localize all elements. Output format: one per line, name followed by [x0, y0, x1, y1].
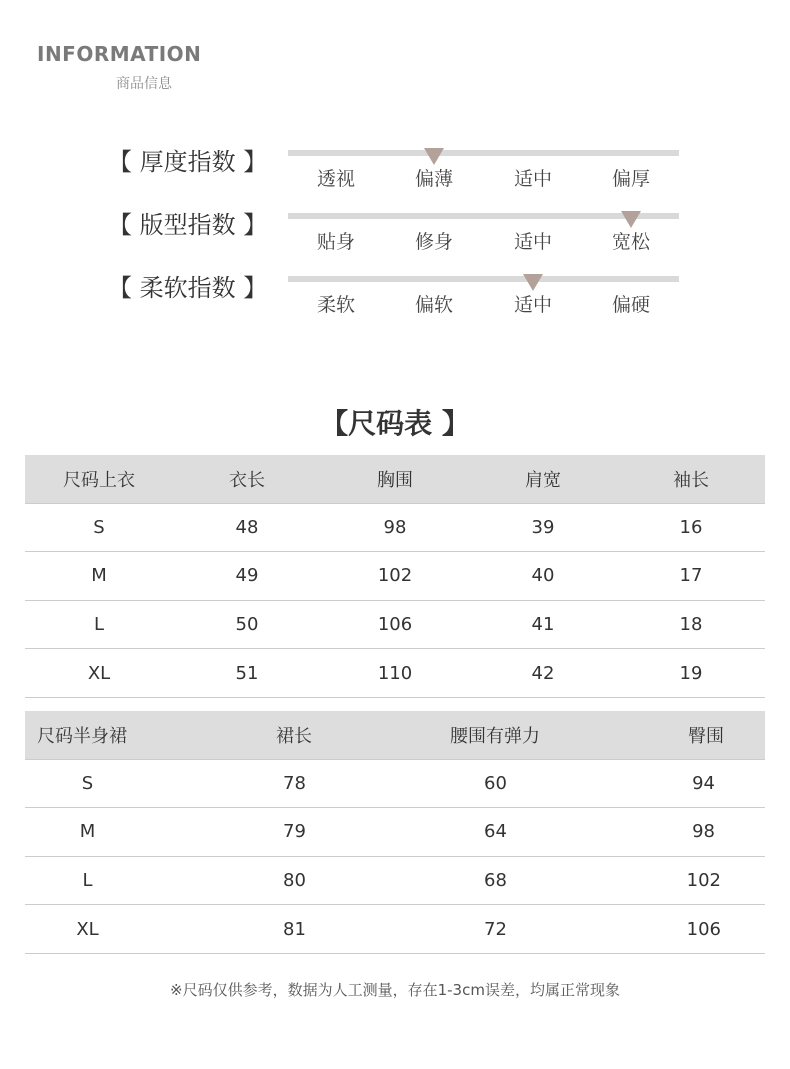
- table-row: [25, 600, 765, 649]
- table-cell: 79: [283, 821, 306, 843]
- index-option: 偏薄: [414, 168, 453, 190]
- table-cell: 16: [679, 516, 703, 538]
- table-header-cell: 尺码上衣: [25, 455, 173, 503]
- table-cell: S: [93, 516, 105, 538]
- header-title-cn: 商品信息: [116, 76, 172, 92]
- table-cell: 42: [531, 662, 555, 684]
- index-option: 适中: [513, 231, 552, 253]
- softness-index: [0, 274, 790, 334]
- top-size-table: [25, 455, 765, 698]
- table-cell: L: [82, 869, 93, 891]
- table-row: [25, 808, 765, 857]
- table-header-cell: 肩宽: [469, 455, 617, 503]
- table-cell: 19: [679, 662, 703, 684]
- table-header-cell: 腰围有弹力: [435, 711, 565, 759]
- table-cell: XL: [76, 918, 99, 940]
- index-bar: [288, 276, 679, 282]
- table-cell: 102: [686, 869, 721, 891]
- table-header-cell: 裙长: [150, 711, 435, 759]
- table-row: [25, 552, 765, 601]
- table-cell: 110: [377, 662, 413, 684]
- table-cell: 80: [283, 869, 306, 891]
- table-cell: 102: [377, 565, 413, 587]
- table-cell: 106: [686, 918, 721, 940]
- table-header-cell: 臀围: [565, 711, 765, 759]
- table-cell: 64: [484, 821, 507, 843]
- table-cell: 48: [235, 516, 259, 538]
- table-header-row: [25, 711, 765, 759]
- index-option: 透视: [316, 168, 355, 190]
- table-header-cell: 胸围: [321, 455, 469, 503]
- fit-index: [0, 211, 790, 271]
- index-option: 适中: [513, 168, 552, 190]
- index-title: 【 版型指数 】: [108, 211, 268, 239]
- index-option: 修身: [414, 231, 453, 253]
- index-title: 【 柔软指数 】: [108, 274, 268, 302]
- skirt-size-table: [25, 711, 765, 954]
- table-cell: 81: [283, 918, 306, 940]
- index-marker-icon: [621, 211, 641, 228]
- table-row: [25, 905, 765, 954]
- table-cell: L: [93, 613, 105, 635]
- table-cell: 78: [283, 772, 306, 794]
- table-cell: 17: [679, 565, 703, 587]
- thickness-index: [0, 148, 790, 208]
- index-option: 偏软: [414, 294, 453, 316]
- table-cell: 94: [692, 772, 715, 794]
- index-bar: [288, 150, 679, 156]
- index-marker-icon: [424, 148, 444, 165]
- table-cell: 39: [531, 516, 555, 538]
- table-cell: 49: [235, 565, 259, 587]
- table-cell: 40: [531, 565, 555, 587]
- header-title-en: INFORMATION: [37, 42, 202, 66]
- size-note: ※尺码仅供参考，数据为人工测量，存在1-3cm误差，均属正常现象: [170, 981, 620, 999]
- table-cell: M: [91, 565, 107, 587]
- table-cell: 72: [484, 918, 507, 940]
- index-marker-icon: [523, 274, 543, 291]
- table-header-cell: 衣长: [173, 455, 321, 503]
- index-option: 贴身: [316, 231, 355, 253]
- table-header-cell: 袖长: [617, 455, 765, 503]
- table-row: [25, 649, 765, 698]
- table-row: [25, 759, 765, 808]
- index-option: 宽松: [611, 231, 650, 253]
- table-row: [25, 503, 765, 552]
- table-cell: 106: [377, 613, 413, 635]
- table-header-row: [25, 455, 765, 503]
- table-cell: M: [79, 821, 96, 843]
- table-header-cell: 尺码半身裙: [25, 711, 150, 759]
- table-cell: 50: [235, 613, 259, 635]
- table-cell: 68: [484, 869, 507, 891]
- table-cell: 18: [679, 613, 703, 635]
- index-option: 偏硬: [611, 294, 650, 316]
- table-cell: XL: [87, 662, 111, 684]
- table-cell: 98: [692, 821, 715, 843]
- table-cell: 98: [383, 516, 407, 538]
- table-row: [25, 856, 765, 905]
- index-option: 柔软: [316, 294, 355, 316]
- index-title: 【 厚度指数 】: [108, 148, 268, 176]
- table-cell: S: [81, 772, 94, 794]
- index-option: 适中: [513, 294, 552, 316]
- table-cell: 51: [235, 662, 259, 684]
- table-cell: 60: [484, 772, 507, 794]
- index-option: 偏厚: [611, 168, 650, 190]
- size-chart-title: 【尺码表 】: [320, 407, 470, 440]
- table-cell: 41: [531, 613, 555, 635]
